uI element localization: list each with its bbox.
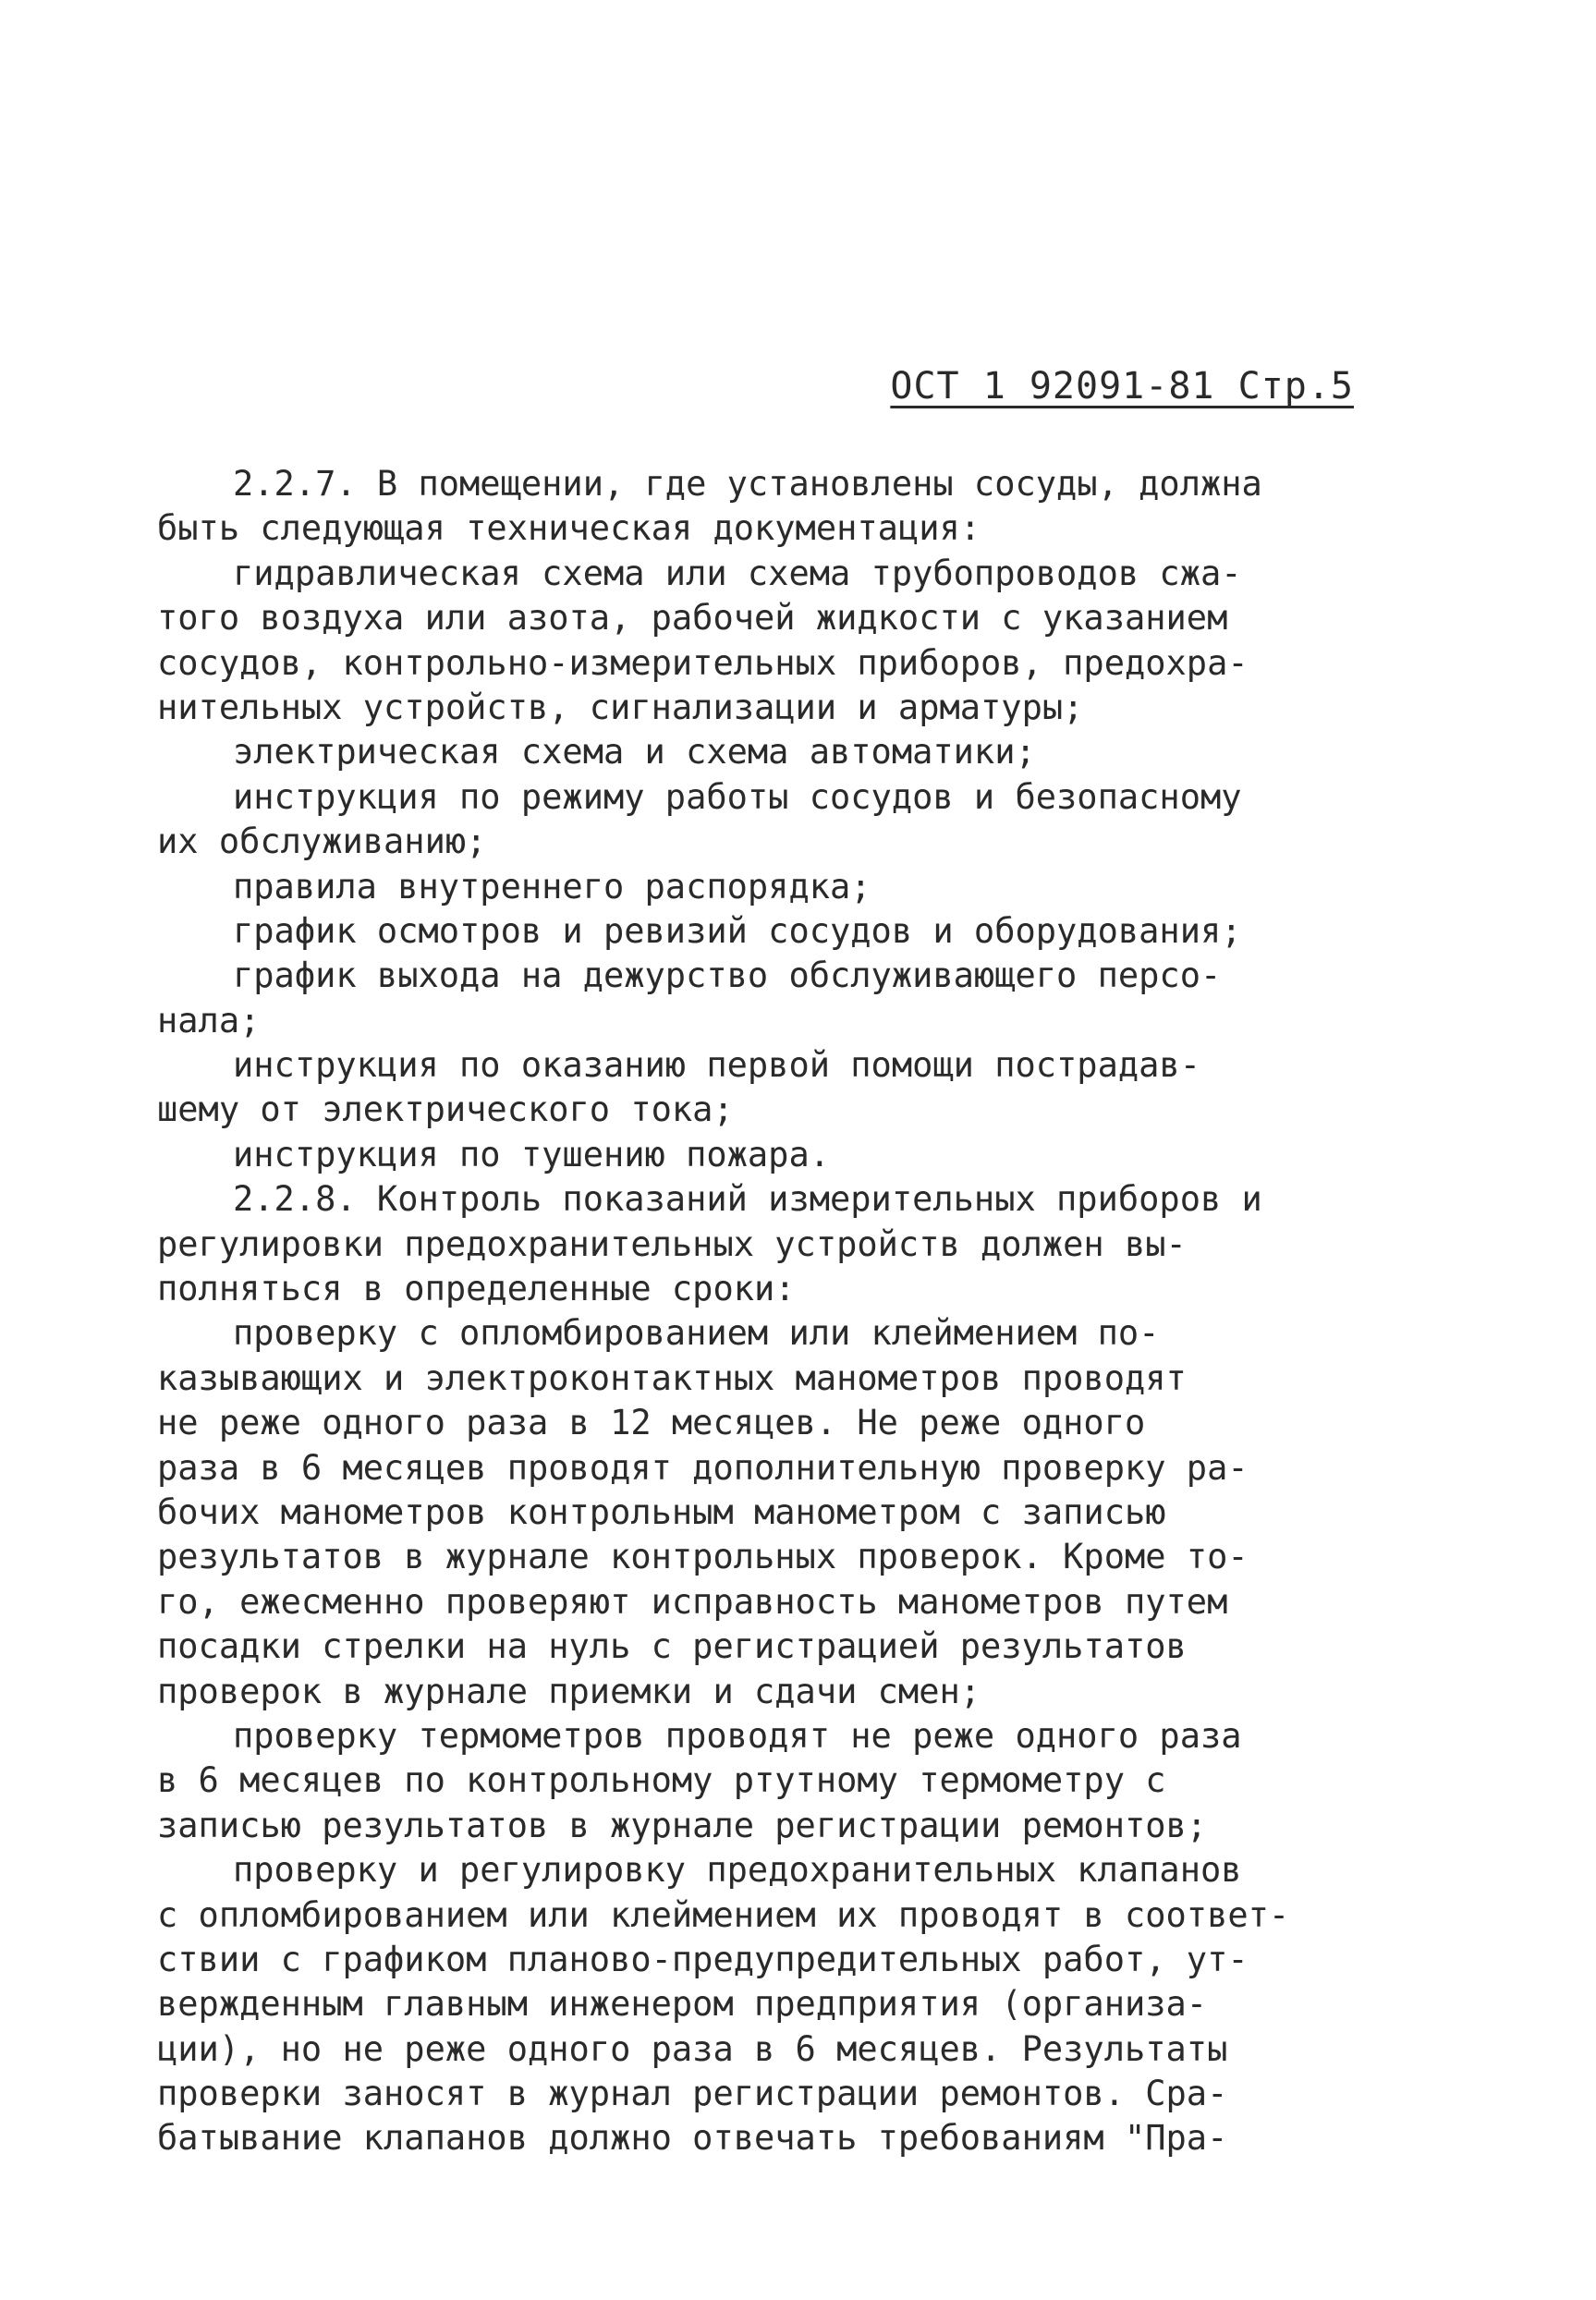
text-line: не реже одного раза в 12 месяцев. Не реже одного	[157, 1403, 1146, 1443]
text-line: инструкция по режиму работы сосудов и безопасному	[233, 776, 1242, 817]
text-line: правила внутреннего распорядка;	[233, 866, 871, 907]
text-line: их обслуживанию;	[157, 821, 487, 862]
text-line: посадки стрелки на нуль с регистрацией результатов	[157, 1626, 1187, 1667]
text-line: гидравлическая схема или схема трубопроводов сжа-	[233, 553, 1242, 593]
text-line: проверку и регулировку предохранительных клапанов	[233, 1850, 1242, 1891]
text-line: быть следующая техническая документация:	[157, 508, 981, 549]
text-line: полняться в определенные сроки:	[157, 1269, 796, 1309]
text-line: график выхода на дежурство обслуживающего персо-	[233, 955, 1222, 996]
text-line: батывание клапанов должно отвечать требованиям "Пра-	[157, 2118, 1228, 2159]
text-line: график осмотров и ревизий сосудов и оборудования;	[233, 910, 1242, 951]
text-line: с опломбированием или клеймением их проводят в соответ-	[157, 1894, 1290, 1935]
text-line: бочих манометров контрольным манометром с записью	[157, 1491, 1166, 1532]
text-line: сосудов, контрольно-измерительных приборов, предохра-	[157, 642, 1249, 683]
text-line: инструкция по оказанию первой помощи пострадав-	[233, 1045, 1200, 1086]
text-line: результатов в журнале контрольных проверок. Кроме то-	[157, 1537, 1249, 1577]
text-line: регулировки предохранительных устройств должен вы-	[157, 1223, 1187, 1264]
text-line: раза в 6 месяцев проводят дополнительную проверку ра-	[157, 1447, 1249, 1488]
text-line: записью результатов в журнале регистрации ремонтов;	[157, 1805, 1208, 1845]
text-line: того воздуха или азота, рабочей жидкости с указанием	[157, 598, 1228, 639]
text-line: го, ежесменно проверяют исправность манометров путем	[157, 1581, 1228, 1622]
text-line: инструкция по тушению пожара.	[233, 1134, 831, 1174]
text-line: проверку термометров проводят не реже одного раза	[233, 1715, 1242, 1756]
text-line: нительных устройств, сигнализации и арматуры;	[157, 687, 1084, 727]
text-line: ции), но не реже одного раза в 6 месяцев. Результаты	[157, 2028, 1228, 2069]
text-line: 2.2.7. В помещении, где установлены сосуды, должна	[233, 464, 1262, 504]
text-line: нала;	[157, 1000, 261, 1040]
text-line: шему от электрического тока;	[157, 1089, 734, 1130]
document-body	[157, 462, 1368, 2161]
text-line: вержденным главным инженером предприятия (организа-	[157, 1984, 1208, 2025]
text-line: ствии с графиком планово-предупредительных работ, ут-	[157, 1939, 1249, 1979]
page-header-standard-code: ОСТ 1 92091-81 Стр.5	[890, 365, 1354, 408]
text-line: проверок в журнале приемки и сдачи смен;	[157, 1671, 981, 1711]
text-line: проверки заносят в журнал регистрации ремонтов. Сра-	[157, 2074, 1228, 2114]
text-line: проверку с опломбированием или клеймением по-	[233, 1313, 1160, 1354]
text-line: казывающих и электроконтактных манометров проводят	[157, 1357, 1187, 1398]
text-line: электрическая схема и схема автоматики;	[233, 732, 1036, 773]
text-line: 2.2.8. Контроль показаний измерительных приборов и	[233, 1179, 1262, 1220]
text-line: в 6 месяцев по контрольному ртутному термометру с	[157, 1760, 1166, 1801]
